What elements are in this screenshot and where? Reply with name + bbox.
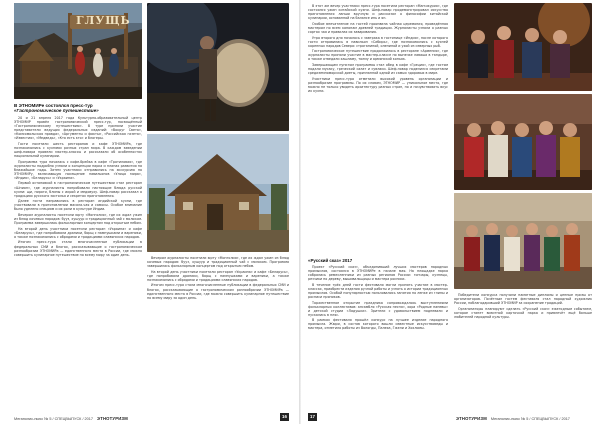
footer-issue: Мегаполис-ньюс № 5 / СПЕЦВЫПУСК / 2017	[490, 416, 570, 421]
paragraph: Гости посетили шесть ресторанов и кафе ЭТНОМИРа, где познакомились с кухнями разных стран мира. В каждом заведении шеф-повара провели мастер-классы и рассказали об особенностях национальной кулинарии.	[14, 141, 142, 159]
paragraph: 20 и 21 апреля 2017 года Культурно-образовательный центр ЭТНОМИР провёл гастрономический пресс-тур, посвящённый «Гастрономическому путешествию». В туре приняли участие представители ведущих федеральных изданий: «Вокруг Света», «Комсомольская правда», «Аргументы и факты», «Российская газета», «Известия», «Медведь», «Кто есть кто» и блогеры.	[14, 116, 142, 141]
photo-village-sign	[14, 3, 142, 99]
left-text-column-1	[14, 116, 142, 410]
photo-group-portrait	[454, 193, 592, 289]
left-footer	[14, 416, 128, 421]
paragraph: Участники пресс-тура отметили высокий уровень организации и разнообразие программы. По их словам, ЭТНОМИР — уникальное место, где можно не только увидеть архитектуру разных стран, но и почувствовать вкус их кухни.	[308, 76, 448, 93]
paragraph: Программа тура началась с кофе-брейка в кафе «Тротиловая», где журналисты подробно узнали о концепции парка и планах развития на ближайшие годы. Затем участники отправились на экскурсию по ЭТНОМИРу, включающую посещение павильонов «Улица мира», «Индия», «Беларусь» и «Украина».	[14, 159, 142, 180]
paragraph: Итогом пресс-тура стали многочисленные публикации в федеральных СМИ и блогах, рассказывающие о гастрономическом разнообразии ЭТНОМИРа — единственного места в России, где можно совершить кулинарное путешествие по всему миру за один день.	[147, 283, 289, 300]
left-text-column-2	[147, 256, 289, 406]
paragraph: В рамках фестиваля прошёл конкурс на лучшее изделие народного промысла. Жюри, в состав которого вошли известные искусствоведы и мастера, отметило работы из Вологды, Палеха, Гжели и Хохломы.	[308, 318, 448, 331]
paragraph: Проект «Русский сказ», объединивший лучших мастеров народных промыслов, состоялся в ЭТНОМИРе в начале мая. На площадке парка собрались ремесленники из разных регионов России: гончары, кузнецы, резчики по дереву, вышивальщицы и мастера росписи.	[308, 265, 448, 282]
paragraph: Далее гости направились в ресторан индийской кухни, где участвовали в приготовлении масала-чая и самосы. Особое внимание было уделено специям и их роли в культуре Индии.	[14, 199, 142, 212]
paragraph: Особое впечатление на гостей произвела чайная церемония, проведённая мастером по всем канонам древней традиции. Журналисты узнали о разных сортах чая и правилах их заваривания.	[308, 21, 448, 34]
footer-brand: ЭТНОТУРИЗМ	[456, 416, 487, 421]
paragraph: На второй день участники посетили ресторан «Украина» и кафе «Беларусь», где попробовали драники, борщ с пампушками и вареники, а также познакомились с обрядами и традициями славянских народов.	[14, 226, 142, 239]
paragraph: В течение трёх дней гости фестиваля могли принять участие в мастер-классах, приобрести изделия ручной работы и узнать о истории традиционных промыслов. Особой популярностью пользовались занятия по лепке из глины и росписи пряников.	[308, 282, 448, 299]
photo-guests-toast	[454, 3, 592, 91]
sign-text: ГЛУЩЬ	[76, 14, 131, 27]
paragraph: Торжественное открытие праздника сопровождалось выступлениями фольклорных коллективов: ансамбля «Русская песня», хора «Родные напевы» и детской студии «Ладушки». Зрители с удовольствием подпевали и пускались в пляс.	[308, 300, 448, 317]
paragraph: Итогом пресс-тура стали многочисленные публикации в федеральных СМИ и блогах, рассказывающие о гастрономическом разнообразии ЭТНОМИРа — единственного места в России, где можно совершить кулинарное путешествие по всему миру за один день.	[14, 240, 142, 257]
paragraph: На второй день участники посетили ресторан «Украина» и кафе «Беларусь», где попробовали драники, борщ с пампушками и вареники, а также познакомились с обрядами и традициями славянских народов.	[147, 269, 289, 282]
paragraph: Победители конкурса получили памятные дипломы и ценные призы от организаторов. Почётным гостем фестиваля стал народный художник России, поблагодаривший ЭТНОМИР за сохранение традиций.	[454, 293, 592, 306]
right-footer	[456, 416, 570, 421]
paragraph: Гастрономическое путешествие продолжилось в ресторане «Армения», где журналисты приняли участие в мастер-классе по выпечке лаваша в тандыре, а также отведали хашламу, толму и армянский коньяк.	[308, 49, 448, 62]
section-title: «Русский сказ» 2017	[308, 258, 353, 263]
paragraph: В этот же вечер участники пресс-тура посетили ресторан «Манчжурия», где состоялся ужин китайской кухни. Шеф-повар продемонстрировал искусство приготовления лапши вручную и рассказал о философии китайской кулинарии, основанной на балансе инь и ян.	[308, 4, 448, 21]
photo-shaman-night	[147, 3, 289, 131]
paragraph: Вечером журналисты посетили юрту «Монголия», где их ждал ужин из блюд кочевых народов: бууз, хушуур и традиционный чай с молоком. Программа завершилась фольклорным концертом под открытым небом.	[14, 213, 142, 226]
right-page	[300, 0, 600, 424]
headline-sub: «Гастрономическое путешествие»	[14, 108, 99, 114]
paragraph: Организаторы планируют сделать «Русский сказ» ежегодным событием, которое станет визитной карточкой парка и привлечёт ещё больше любителей народной культуры.	[454, 306, 592, 319]
paragraph: Первой остановкой в гастрономическом путешествии стал ресторан «Шпион», где журналисты попробовали настоящие блюда русской кухни: щи, пироги, блины с икрой и медовуху. Шеф-повар рассказал о традициях русского застолья и секретах приготовления.	[14, 181, 142, 198]
left-page-number	[280, 413, 289, 421]
photo-wooden-lodge	[147, 134, 289, 252]
page-number: 16	[280, 413, 289, 421]
right-page-number	[308, 413, 317, 421]
page-number: 17	[308, 413, 317, 421]
article-headline	[14, 103, 142, 113]
paragraph: Вечером журналисты посетили юрту «Монголия», где их ждал ужин из блюд кочевых народов: бууз, хушуур и традиционный чай с молоком. Программа завершилась фольклорным концертом под открытым небом.	[147, 256, 289, 269]
headline-main: В ЭТНОМИРе состоялся пресс-тур	[14, 103, 93, 108]
paragraph: Завершающим пунктом программы стал обед в кафе «Греция», где гостям подали мусаку, греческий салат и сувлаки. Шеф-повар поделился секретами средиземноморской диеты, признанной одной из самых здоровых в мире.	[308, 62, 448, 76]
right-text-column-1	[308, 4, 448, 254]
footer-issue: Мегаполис-ньюс № 5 / СПЕЦВЫПУСК / 2017	[14, 416, 94, 421]
photo-folk-costumes	[454, 94, 592, 190]
footer-brand: ЭТНОТУРИЗМ	[97, 416, 128, 421]
right-text-column-1b	[308, 265, 448, 409]
paragraph: Утро второго дня началось с завтрака в гостинице «Индия», после которого гости отправились в павильон «Сибирь», где познакомились с кухней коренных народов Севера: строганиной, олениной и ухой из северных рыб.	[308, 35, 448, 48]
right-text-column-2	[454, 293, 592, 409]
